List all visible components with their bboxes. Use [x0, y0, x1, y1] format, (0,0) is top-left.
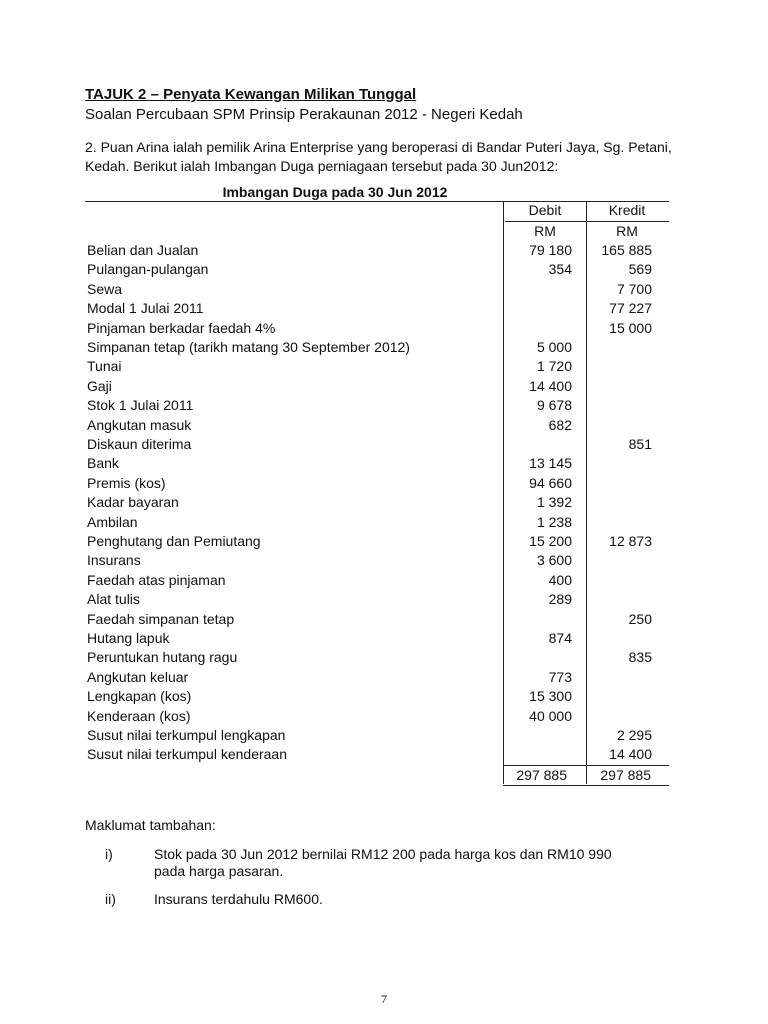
kredit-amount: 15 000: [609, 319, 652, 336]
table-row: [85, 552, 670, 571]
exam-subtitle: Soalan Percubaan SPM Prinsip Perakaunan 2012 - Negeri Kedah: [85, 106, 523, 123]
table-row: [85, 358, 670, 377]
table-row: [85, 630, 670, 649]
account-name: Lengkapan (kos): [87, 688, 192, 705]
account-name: Peruntukan hutang ragu: [87, 649, 238, 666]
account-name: Ambilan: [87, 513, 138, 530]
debit-amount: 289: [548, 591, 572, 608]
page-number: 7: [381, 992, 387, 1006]
account-name: Kadar bayaran: [87, 494, 179, 511]
table-row: [85, 708, 670, 727]
debit-amount: 5 000: [536, 339, 572, 355]
kredit-amount: 835: [628, 649, 652, 666]
account-name: Stok 1 Julai 2011: [87, 397, 194, 414]
account-name: Simpanan tetap (tarikh matang 30 September 2012): [87, 339, 410, 355]
debit-amount: 354: [548, 261, 572, 278]
header-rule: [505, 221, 669, 222]
debit-amount: 40 000: [529, 707, 572, 724]
topic-heading: TAJUK 2 – Penyata Kewangan Milikan Tunggal: [85, 86, 417, 103]
table-row: [85, 649, 670, 668]
table-row: [85, 436, 670, 455]
table-row: [85, 339, 670, 358]
account-name: Susut nilai terkumpul kenderaan: [87, 746, 288, 763]
debit-amount: 9 678: [536, 397, 572, 414]
table-row: [85, 242, 670, 261]
kredit-header: Kredit: [608, 202, 646, 218]
debit-amount: 15 300: [529, 688, 572, 705]
account-name: Faedah simpanan tetap: [87, 610, 235, 627]
table-row: [85, 746, 670, 765]
table-row: [85, 611, 670, 630]
account-name: Pulangan-pulangan: [87, 261, 209, 278]
debit-amount: 682: [548, 416, 572, 433]
kredit-amount: 165 885: [601, 242, 652, 258]
debit-amount: 94 660: [529, 474, 572, 491]
debit-amount: 14 400: [529, 377, 572, 394]
account-name: Sewa: [87, 280, 123, 297]
total-kredit: 297 885: [600, 767, 651, 783]
question-intro: 2. Puan Arina ialah pemilik Arina Enterprise yang beroperasi di Bandar Puteri Jaya, Sg. Petani, Kedah. Berikut ialah Imbangan Duga perniagaan tersebut pada 30 Jun2012:: [85, 139, 672, 174]
table-row: [85, 591, 670, 610]
debit-amount: 400: [548, 571, 572, 588]
debit-amount: 1 720: [536, 358, 572, 375]
account-name: Angkutan keluar: [87, 668, 189, 685]
account-name: Pinjaman berkadar faedah 4%: [87, 319, 276, 336]
kredit-amount: 851: [628, 436, 652, 452]
debit-amount: 3 600: [536, 552, 572, 569]
debit-amount: 1 238: [536, 513, 572, 530]
table-row: [85, 727, 670, 746]
table-row: [85, 261, 670, 280]
account-name: Belian dan Jualan: [87, 242, 199, 258]
table-row: [85, 688, 670, 707]
debit-amount: 13 145: [529, 455, 572, 472]
account-name: Susut nilai terkumpul lengkapan: [87, 727, 286, 743]
table-row: [85, 417, 670, 436]
table-row: [85, 455, 670, 474]
account-name: Premis (kos): [87, 474, 166, 491]
kredit-unit: RM: [616, 223, 638, 239]
kredit-amount: 77 227: [609, 300, 652, 317]
account-name: Insurans: [87, 552, 141, 569]
table-row: [85, 475, 670, 494]
account-name: Kenderaan (kos): [87, 707, 191, 724]
account-name: Bank: [87, 455, 119, 472]
table-row: [85, 514, 670, 533]
table-row: [85, 494, 670, 513]
debit-amount: 15 200: [529, 533, 572, 549]
account-name: Penghutang dan Pemiutang: [87, 533, 261, 549]
additional-info-title: Maklumat tambahan:: [85, 817, 216, 833]
account-name: Angkutan masuk: [87, 416, 192, 433]
kredit-amount: 7 700: [616, 280, 652, 297]
total-debit: 297 885: [516, 767, 567, 783]
table-row: [85, 397, 670, 416]
kredit-amount: 2 295: [616, 727, 652, 743]
debit-amount: 773: [548, 668, 572, 685]
kredit-amount: 569: [628, 261, 652, 278]
table-row: [85, 378, 670, 397]
total-top-rule: [503, 765, 669, 766]
table-row: [85, 572, 670, 591]
kredit-amount: 250: [628, 610, 652, 627]
note-number: ii): [105, 891, 116, 907]
note-text: Stok pada 30 Jun 2012 bernilai RM12 200 pada harga kos dan RM10 990 pada harga pasaran.: [154, 846, 612, 879]
table-row: [85, 300, 670, 319]
table-row: [85, 533, 670, 552]
account-name: Tunai: [87, 358, 122, 375]
table-row: [85, 281, 670, 300]
account-name: Modal 1 Julai 2011: [87, 300, 204, 317]
account-name: Faedah atas pinjaman: [87, 571, 226, 588]
trial-balance-title: Imbangan Duga pada 30 Jun 2012: [222, 184, 448, 200]
table-row: [85, 320, 670, 339]
kredit-amount: 12 873: [609, 533, 652, 549]
account-name: Hutang lapuk: [87, 630, 170, 646]
debit-amount: 874: [548, 630, 572, 646]
table-row: [85, 669, 670, 688]
debit-header: Debit: [528, 202, 562, 218]
account-name: Alat tulis: [87, 591, 140, 608]
account-name: Diskaun diterima: [87, 436, 192, 452]
note-text: Insurans terdahulu RM600.: [154, 891, 323, 907]
account-name: Gaji: [87, 377, 112, 394]
kredit-amount: 14 400: [609, 746, 652, 763]
total-bottom-rule: [503, 785, 669, 786]
note-number: i): [105, 846, 113, 862]
debit-amount: 1 392: [536, 494, 572, 511]
debit-unit: RM: [534, 223, 556, 239]
debit-amount: 79 180: [529, 242, 572, 258]
